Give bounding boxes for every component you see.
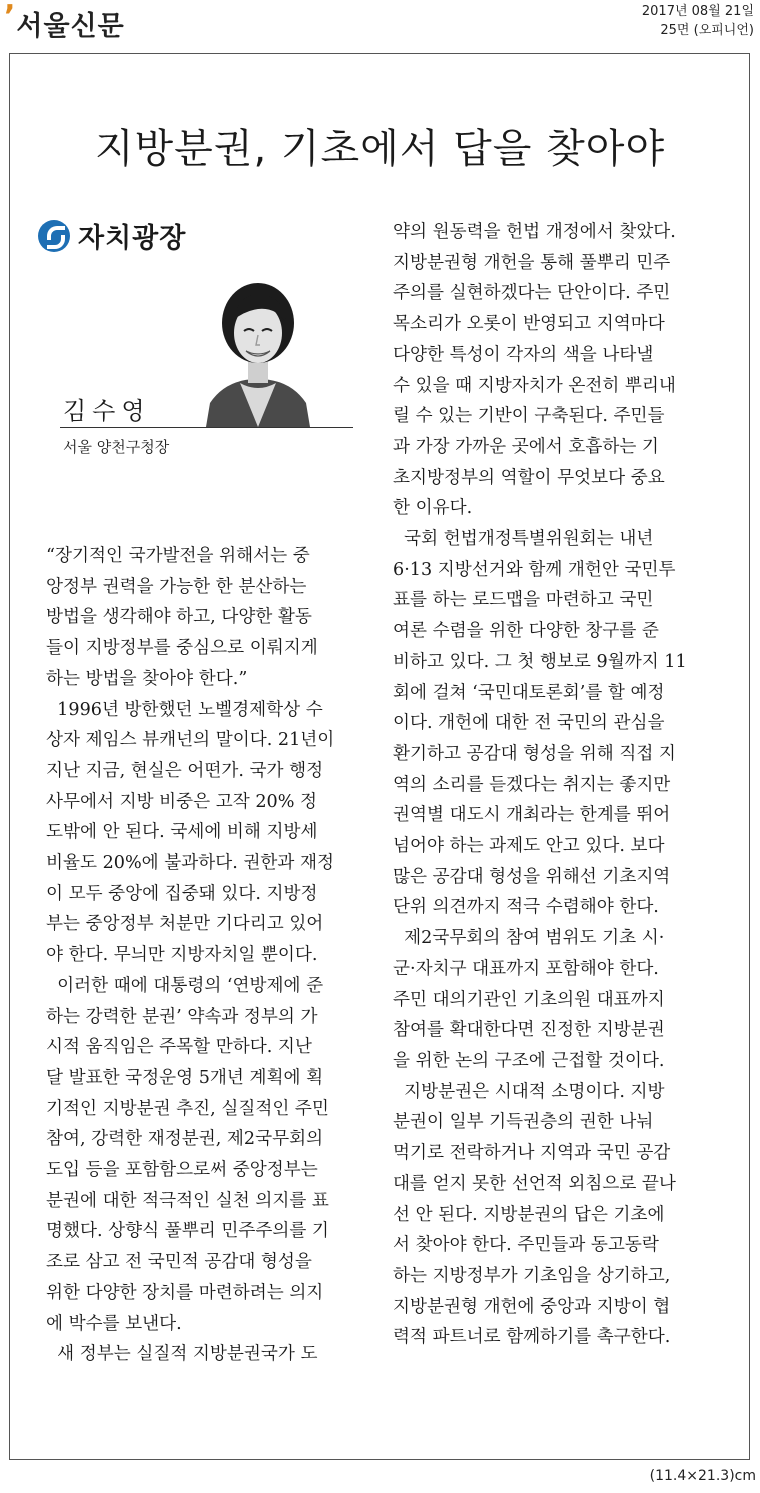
right-text-column <box>393 217 706 1353</box>
paragraph: 지방분권은 시대적 소명이다. 지방 분권이 일부 기득권층의 권한 나눠 먹기로 전락하거나 지역과 국민 공감 대를 얻지 못한 선언적 외침으로 끝나 선 안 된다. 지방분권의 답은 기초에 서 찾아야 한다. 주민들과 동고동락 하는 지방정부가 기초임을 상기하고, 지방분권형 개헌에 중앙과 지방이 협 력적 파트너로 함께하기를 촉구한다. <box>393 1081 676 1348</box>
left-text-column <box>46 541 359 1370</box>
masthead-accent-mark: ’ <box>4 0 16 34</box>
author-divider <box>60 427 353 428</box>
page-number: 25면 (오피니언) <box>660 23 754 38</box>
paragraph: 국회 헌법개정특별위원회는 내년 6·13 지방선거와 함께 개헌안 국민투 표를 하는 로드맵을 마련하고 국민 여론 수렴을 위한 다양한 창구를 준 비하고 있다. 그 첫 행보로 9월까지 11 회에 걸쳐 ‘국민대토론회’를 할 예정 이다. 개헌에 대한 전 국민의 관심을 환기하고 공감대 형성을 위해 직접 지 역의 소리를 듣겠다는 취지는 좋지만 권역별 대도시 개최라는 한계를 뛰어 넘어야 하는 과제도 안고 있다. 보다 많은 공감대 형성을 위해선 기초지역 단위 의견까지 적극 수렴해야 한다. <box>393 529 687 918</box>
section-label: 자치광장 <box>78 223 187 254</box>
newspaper-name: 서울신문 <box>16 10 125 42</box>
paragraph: 이러한 때에 대통령의 ‘연방제에 준 하는 강력한 분권’ 약속과 정부의 가 시적 움직임은 주목할 만하다. 지난 달 발표한 국정운영 5개년 계획에 획 기적인 지방분권 추진, 실질적인 주민 참여, 강력한 재정분권, 제2국무회의 도입 등을 포함함으로써 중앙정부는 분권에 대한 적극적인 실천 의지를 표 명했다. 상향식 풀뿌리 민주주의를 기 조로 삼고 전 국민적 공감대 형성을 위한 다양한 장치를 마련하려는 의지 에 박수를 보낸다. <box>46 975 329 1334</box>
section-logo-icon <box>38 220 70 252</box>
publication-date: 2017년 08월 21일 <box>641 4 754 19</box>
article-headline: 지방분권, 기초에서 답을 찾아야 <box>94 126 666 172</box>
column-section-header <box>38 216 186 255</box>
paragraph: 새 정부는 실질적 지방분권국가 도 <box>46 1344 318 1365</box>
paragraph: “장기적인 국가발전을 위해서는 중 앙정부 권력을 가능한 한 분산하는 방법을 생각해야 하고, 다양한 활동 들이 지방정부를 중심으로 이뤄지게 하는 방법을 찾아야 한다.” <box>46 546 318 689</box>
author-name: 김수영 <box>63 397 151 425</box>
author-title: 서울 양천구청장 <box>63 438 170 456</box>
paragraph: 1996년 방한했던 노벨경제학상 수 상자 제임스 뷰캐넌의 말이다. 21년이 지난 지금, 현실은 어떤가. 국가 행정 사무에서 지방 비중은 고작 20% 정 도밖에 안 된다. 국세에 비해 지방세 비율도 20%에 불과하다. 권한과 재정 이 모두 중앙에 집중돼 있다. 지방정 부는 중앙정부 처분만 기다리고 있어 야 한다. 무늬만 지방자치일 뿐이다. <box>46 699 335 966</box>
paragraph: 약의 원동력을 헌법 개정에서 찾았다. 지방분권형 개헌을 통해 풀뿌리 민주 주의를 실현하겠다는 단안이다. 주민 목소리가 오롯이 반영되고 지역마다 다양한 특성이 각자의 색을 나타낼 수 있을 때 지방자치가 온전히 뿌리내 릴 수 있는 기반이 구축된다. 주민들 과 가장 가까운 곳에서 호흡하는 기 초지방정부의 역할이 무엇보다 중요 한 이유다. <box>393 222 676 519</box>
author-portrait <box>206 275 310 427</box>
paragraph: 제2국무회의 참여 범위도 기초 시· 군·자치구 대표까지 포함해야 한다. 주민 대의기관인 기초의원 대표까지 참여를 확대한다면 진정한 지방분권 을 위한 논의 구조에 근접할 것이다. <box>393 928 665 1071</box>
publication-meta <box>642 2 754 40</box>
article-size-note: (11.4×21.3)cm <box>649 1468 756 1484</box>
newspaper-masthead <box>4 0 125 46</box>
